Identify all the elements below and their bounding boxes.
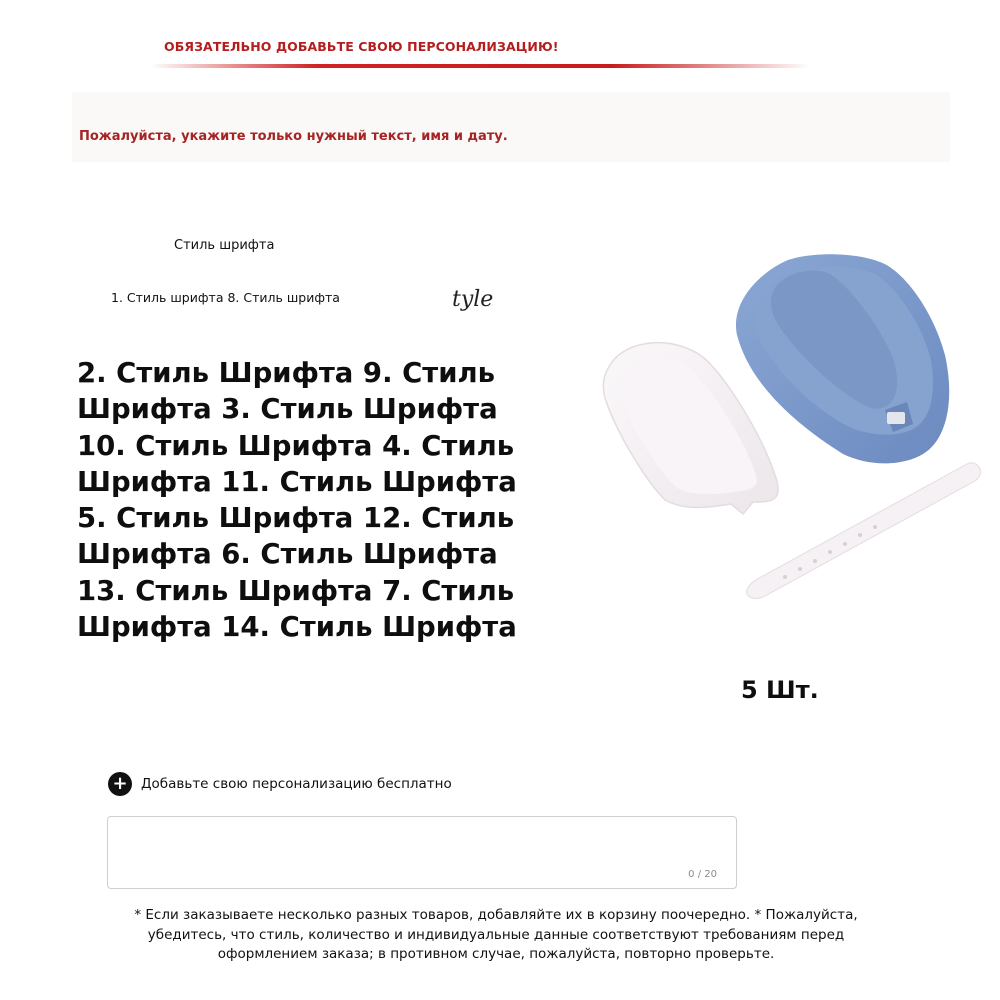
font-style-first-item: 1. Стиль шрифта 8. Стиль шрифта (111, 290, 340, 305)
add-personalization-label: Добавьте свою персонализацию бесплатно (141, 776, 452, 792)
instruction-text: Пожалуйста, укажите только нужный текст, имя и дату. (79, 129, 508, 144)
quantity-label: 5 Шт. (741, 676, 819, 704)
plus-circle-icon: + (108, 772, 132, 796)
personalization-input[interactable] (107, 816, 737, 889)
header-divider (150, 64, 810, 68)
popsicle-stick (747, 463, 981, 599)
font-style-list: 2. Стиль Шрифта 9. Стиль Шрифта 3. Стиль Шрифта 10. Стиль Шрифта 4. Стиль Шрифта 11. Стиль Шрифта 5. Стиль Шрифта 12. Стиль Шрифта 6. Стиль Шрифта 13. Стиль Шрифта 7. Стиль Шрифта 14. Стиль Шрифта (77, 357, 517, 644)
script-font-sample: tyle (452, 287, 494, 312)
header-title: ОБЯЗАТЕЛЬНО ДОБАВЬТЕ СВОЮ ПЕРСОНАЛИЗАЦИЮ! (164, 39, 559, 54)
add-personalization-button[interactable] (108, 772, 452, 796)
character-counter: 0 / 20 (688, 869, 717, 880)
product-image (585, 240, 990, 670)
popsicle-mold (736, 254, 949, 463)
instruction-band (72, 92, 950, 162)
order-note: * Если заказываете несколько разных товаров, добавляйте их в корзину поочередно. * Пожалуйста, убедитесь, что стиль, количество и индивидуальные данные соответствуют требованиям перед оформлением заказа; в противном случае, пожалуйста, повторно проверьте. (134, 907, 858, 962)
font-style-label: Стиль шрифта (174, 238, 275, 253)
